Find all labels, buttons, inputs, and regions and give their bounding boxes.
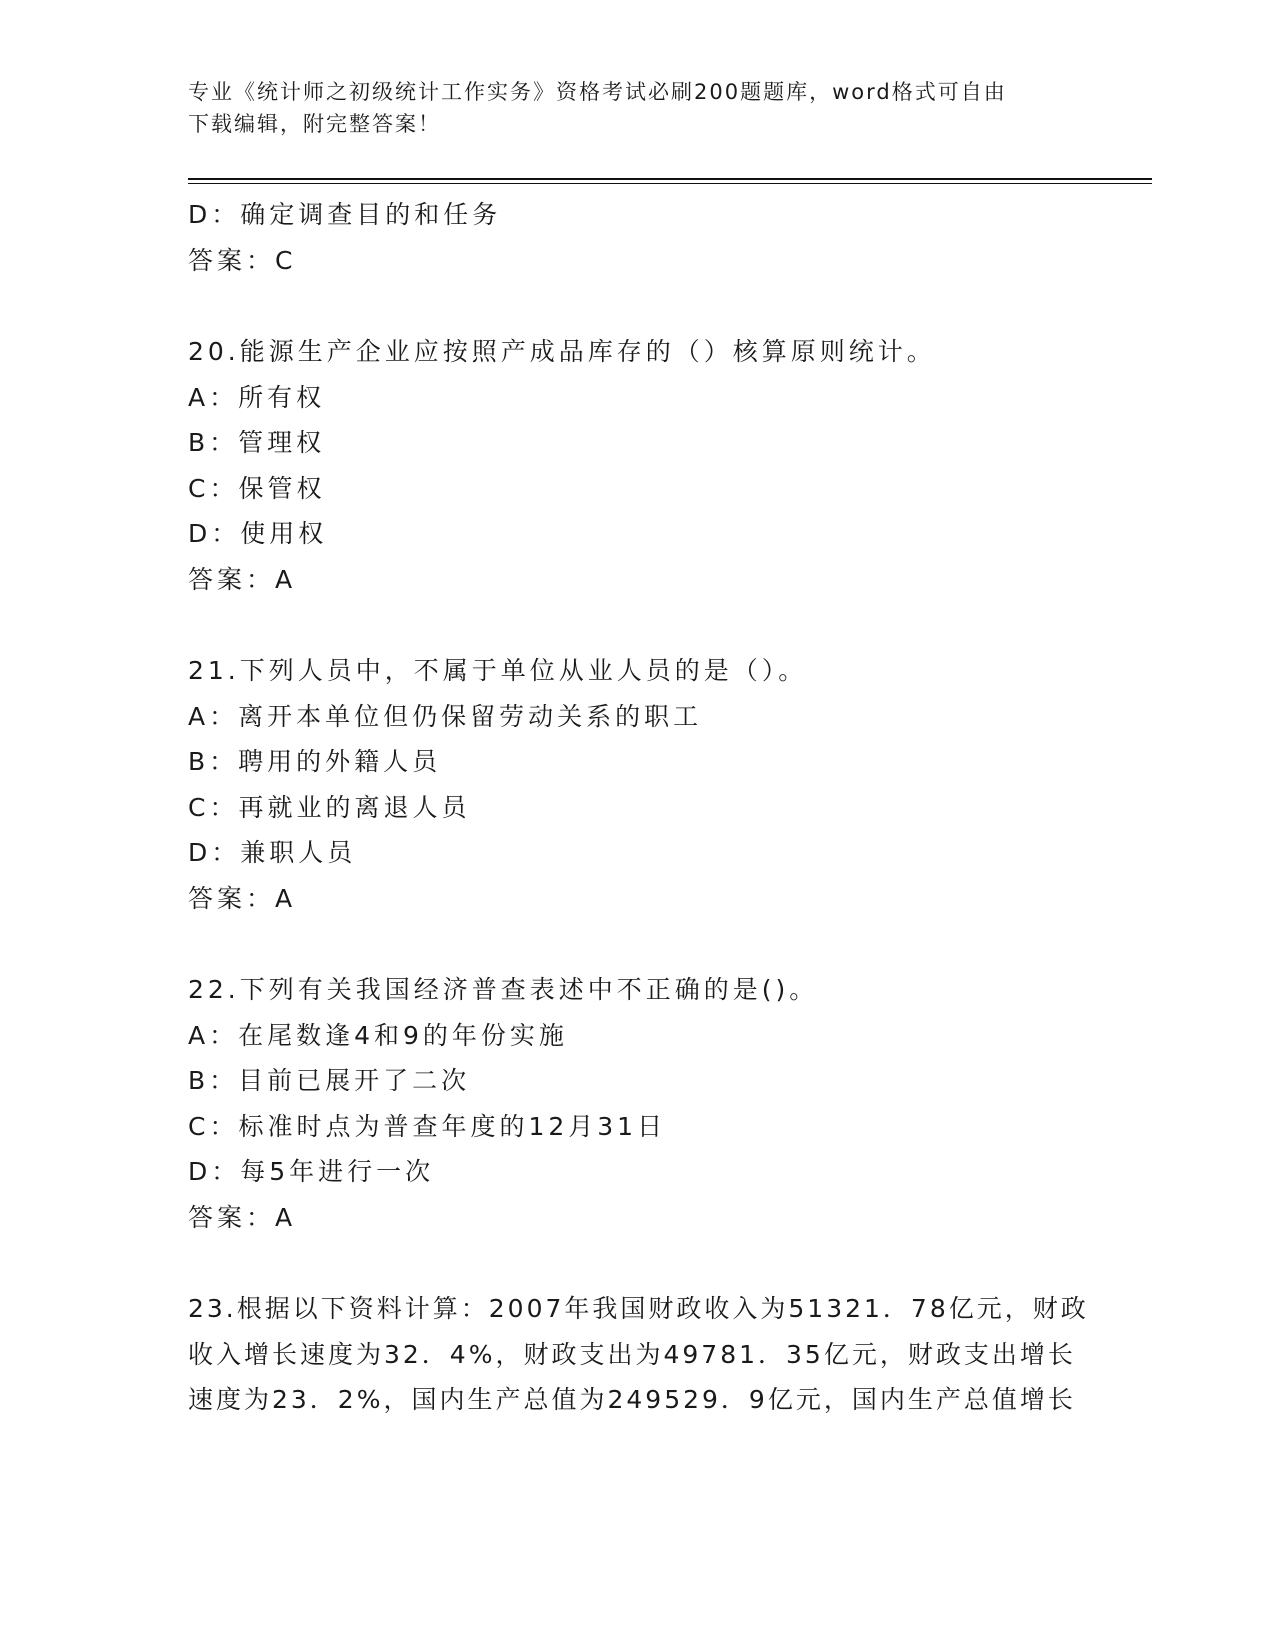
header-line-2: 下载编辑，附完整答案！ xyxy=(188,112,441,136)
question-text-line-3: 速度为23．2%，国内生产总值为249529．9亿元，国内生产总值增长 xyxy=(188,1385,1076,1414)
option-b: B：目前已展开了二次 xyxy=(188,1066,471,1095)
option-c: C：再就业的离退人员 xyxy=(188,792,471,822)
question-22 xyxy=(188,967,1088,1240)
answer: 答案：C xyxy=(188,245,297,275)
option-a: A：所有权 xyxy=(188,382,326,412)
header-divider-thick xyxy=(188,178,1152,180)
answer: 答案：A xyxy=(188,883,297,913)
answer: 答案：A xyxy=(188,564,297,594)
question-21 xyxy=(188,648,1088,921)
question-23 xyxy=(188,1286,1088,1423)
answer: 答案：A xyxy=(188,1202,297,1232)
option-d: D：使用权 xyxy=(188,519,328,548)
question-20 xyxy=(188,329,1088,602)
option-a: A：在尾数逢4和9的年份实施 xyxy=(188,1020,568,1050)
option-c: C：标准时点为普查年度的12月31日 xyxy=(188,1111,667,1141)
question-text: 20.能源生产企业应按照产成品库存的（）核算原则统计。 xyxy=(188,337,936,366)
question-text-line-1: 23.根据以下资料计算：2007年我国财政收入为51321．78亿元，财政 xyxy=(188,1294,1089,1323)
question-19-tail xyxy=(188,192,1088,283)
option-b: B：聘用的外籍人员 xyxy=(188,747,442,776)
header-line-1: 专业《统计师之初级统计工作实务》资格考试必刷200题题库，word格式可自由 xyxy=(188,80,1007,104)
option-a: A：离开本单位但仍保留劳动关系的职工 xyxy=(188,701,703,731)
question-text: 21.下列人员中，不属于单位从业人员的是（）。 xyxy=(188,656,808,685)
question-text: 22.下列有关我国经济普查表述中不正确的是()。 xyxy=(188,975,819,1004)
question-text-line-2: 收入增长速度为32．4%，财政支出为49781．35亿元，财政支出增长 xyxy=(188,1339,1076,1369)
option-d: D：兼职人员 xyxy=(188,838,357,867)
header-divider-thin xyxy=(188,183,1152,184)
document-body xyxy=(188,192,1088,1423)
option-c: C：保管权 xyxy=(188,473,326,503)
option-b: B：管理权 xyxy=(188,428,326,457)
option-d: D：确定调查目的和任务 xyxy=(188,200,502,229)
option-d: D：每5年进行一次 xyxy=(188,1157,435,1186)
document-header xyxy=(188,76,1088,140)
